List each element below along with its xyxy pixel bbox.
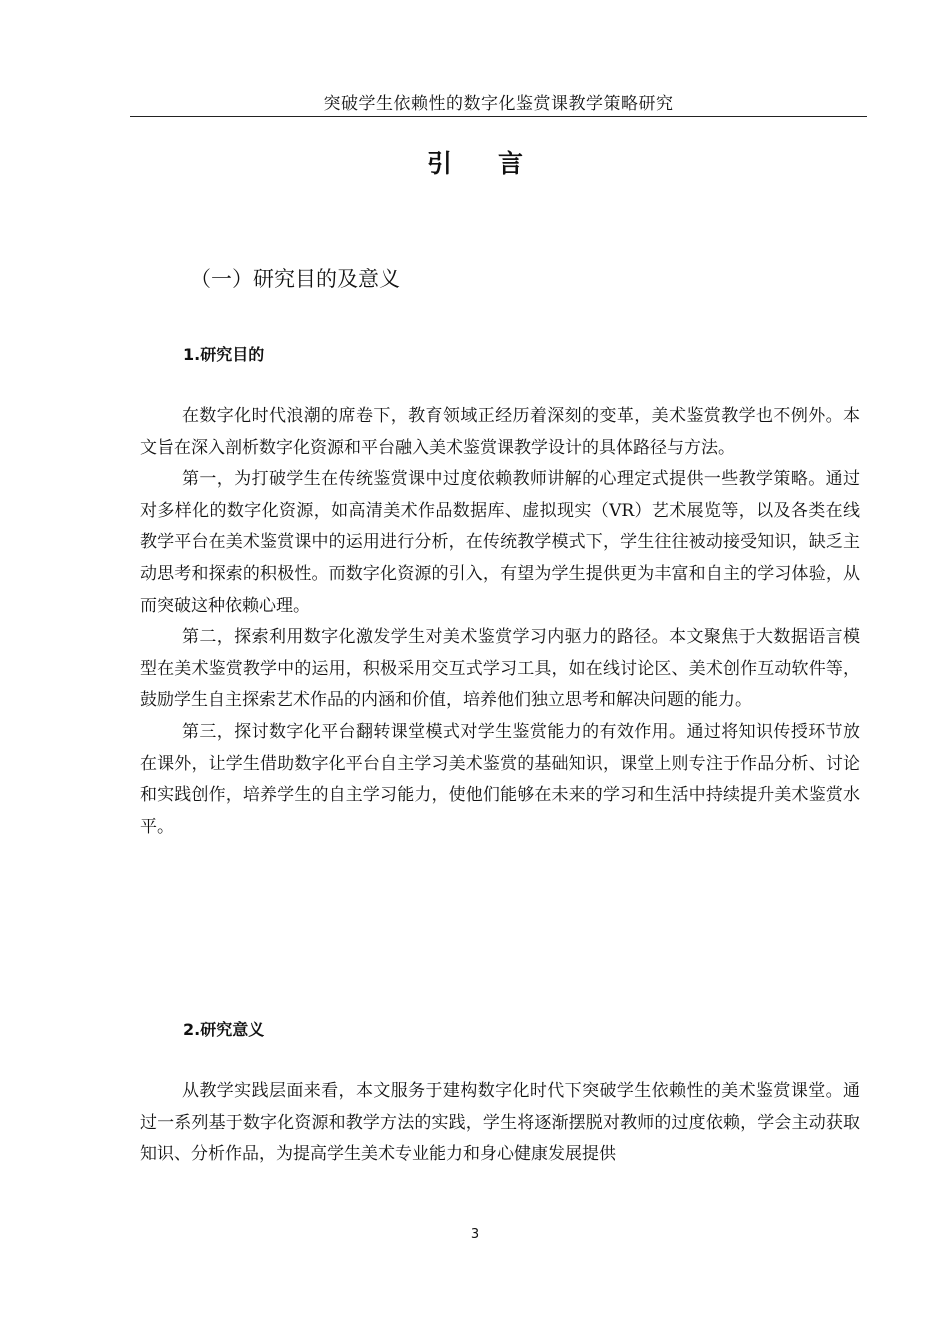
paragraph: 在数字化时代浪潮的席卷下，教育领域正经历着深刻的变革，美术鉴赏教学也不例外。本文旨在深入剖析数字化资源和平台融入美术鉴赏课教学设计的具体路径与方法。 [140,406,860,458]
purpose-paragraphs [140,401,860,843]
paragraph: 从教学实践层面来看，本文服务于建构数字化时代下突破学生依赖性的美术鉴赏课堂。通过一系列基于数字化资源和教学方法的实践，学生将逐渐摆脱对教师的过度依赖，学会主动获取知识、分析作品，为提高学生美术专业能力和身心健康发展提供 [140,1081,860,1165]
running-header: 突破学生依赖性的数字化鉴赏课教学策略研究 [323,94,674,114]
chapter-title: 引言 [426,149,569,178]
section-heading: （一）研究目的及意义 [190,267,400,291]
page-number: 3 [470,1227,480,1242]
subsection-heading-significance: 2.研究意义 [183,1020,265,1039]
subsection-heading-purpose: 1.研究目的 [183,345,265,364]
paragraph: 第三，探讨数字化平台翻转课堂模式对学生鉴赏能力的有效作用。通过将知识传授环节放在课外，让学生借助数字化平台自主学习美术鉴赏的基础知识，课堂上则专注于作品分析、讨论和实践创作，培养学生的自主学习能力，使他们能够在未来的学习和生活中持续提升美术鉴赏水平。 [140,721,860,837]
paragraph: 第二，探索利用数字化激发学生对美术鉴赏学习内驱力的路径。本文聚焦于大数据语言模型在美术鉴赏教学中的运用，积极采用交互式学习工具，如在线讨论区、美术创作互动软件等，鼓励学生自主探索艺术作品的内涵和价值，培养他们独立思考和解决问题的能力。 [140,627,860,711]
header-rule [130,116,867,117]
paragraph: 第一，为打破学生在传统鉴赏课中过度依赖教师讲解的心理定式提供一些教学策略。通过对多样化的数字化资源，如高清美术作品数据库、虚拟现实（VR）艺术展览等，以及各类在线教学平台在美术鉴赏课中的运用进行分析，在传统教学模式下，学生往往被动接受知识，缺乏主动思考和探索的积极性。而数字化资源的引入，有望为学生提供更为丰富和自主的学习体验，从而突破这种依赖心理。 [140,469,860,616]
significance-paragraphs [140,1076,860,1171]
